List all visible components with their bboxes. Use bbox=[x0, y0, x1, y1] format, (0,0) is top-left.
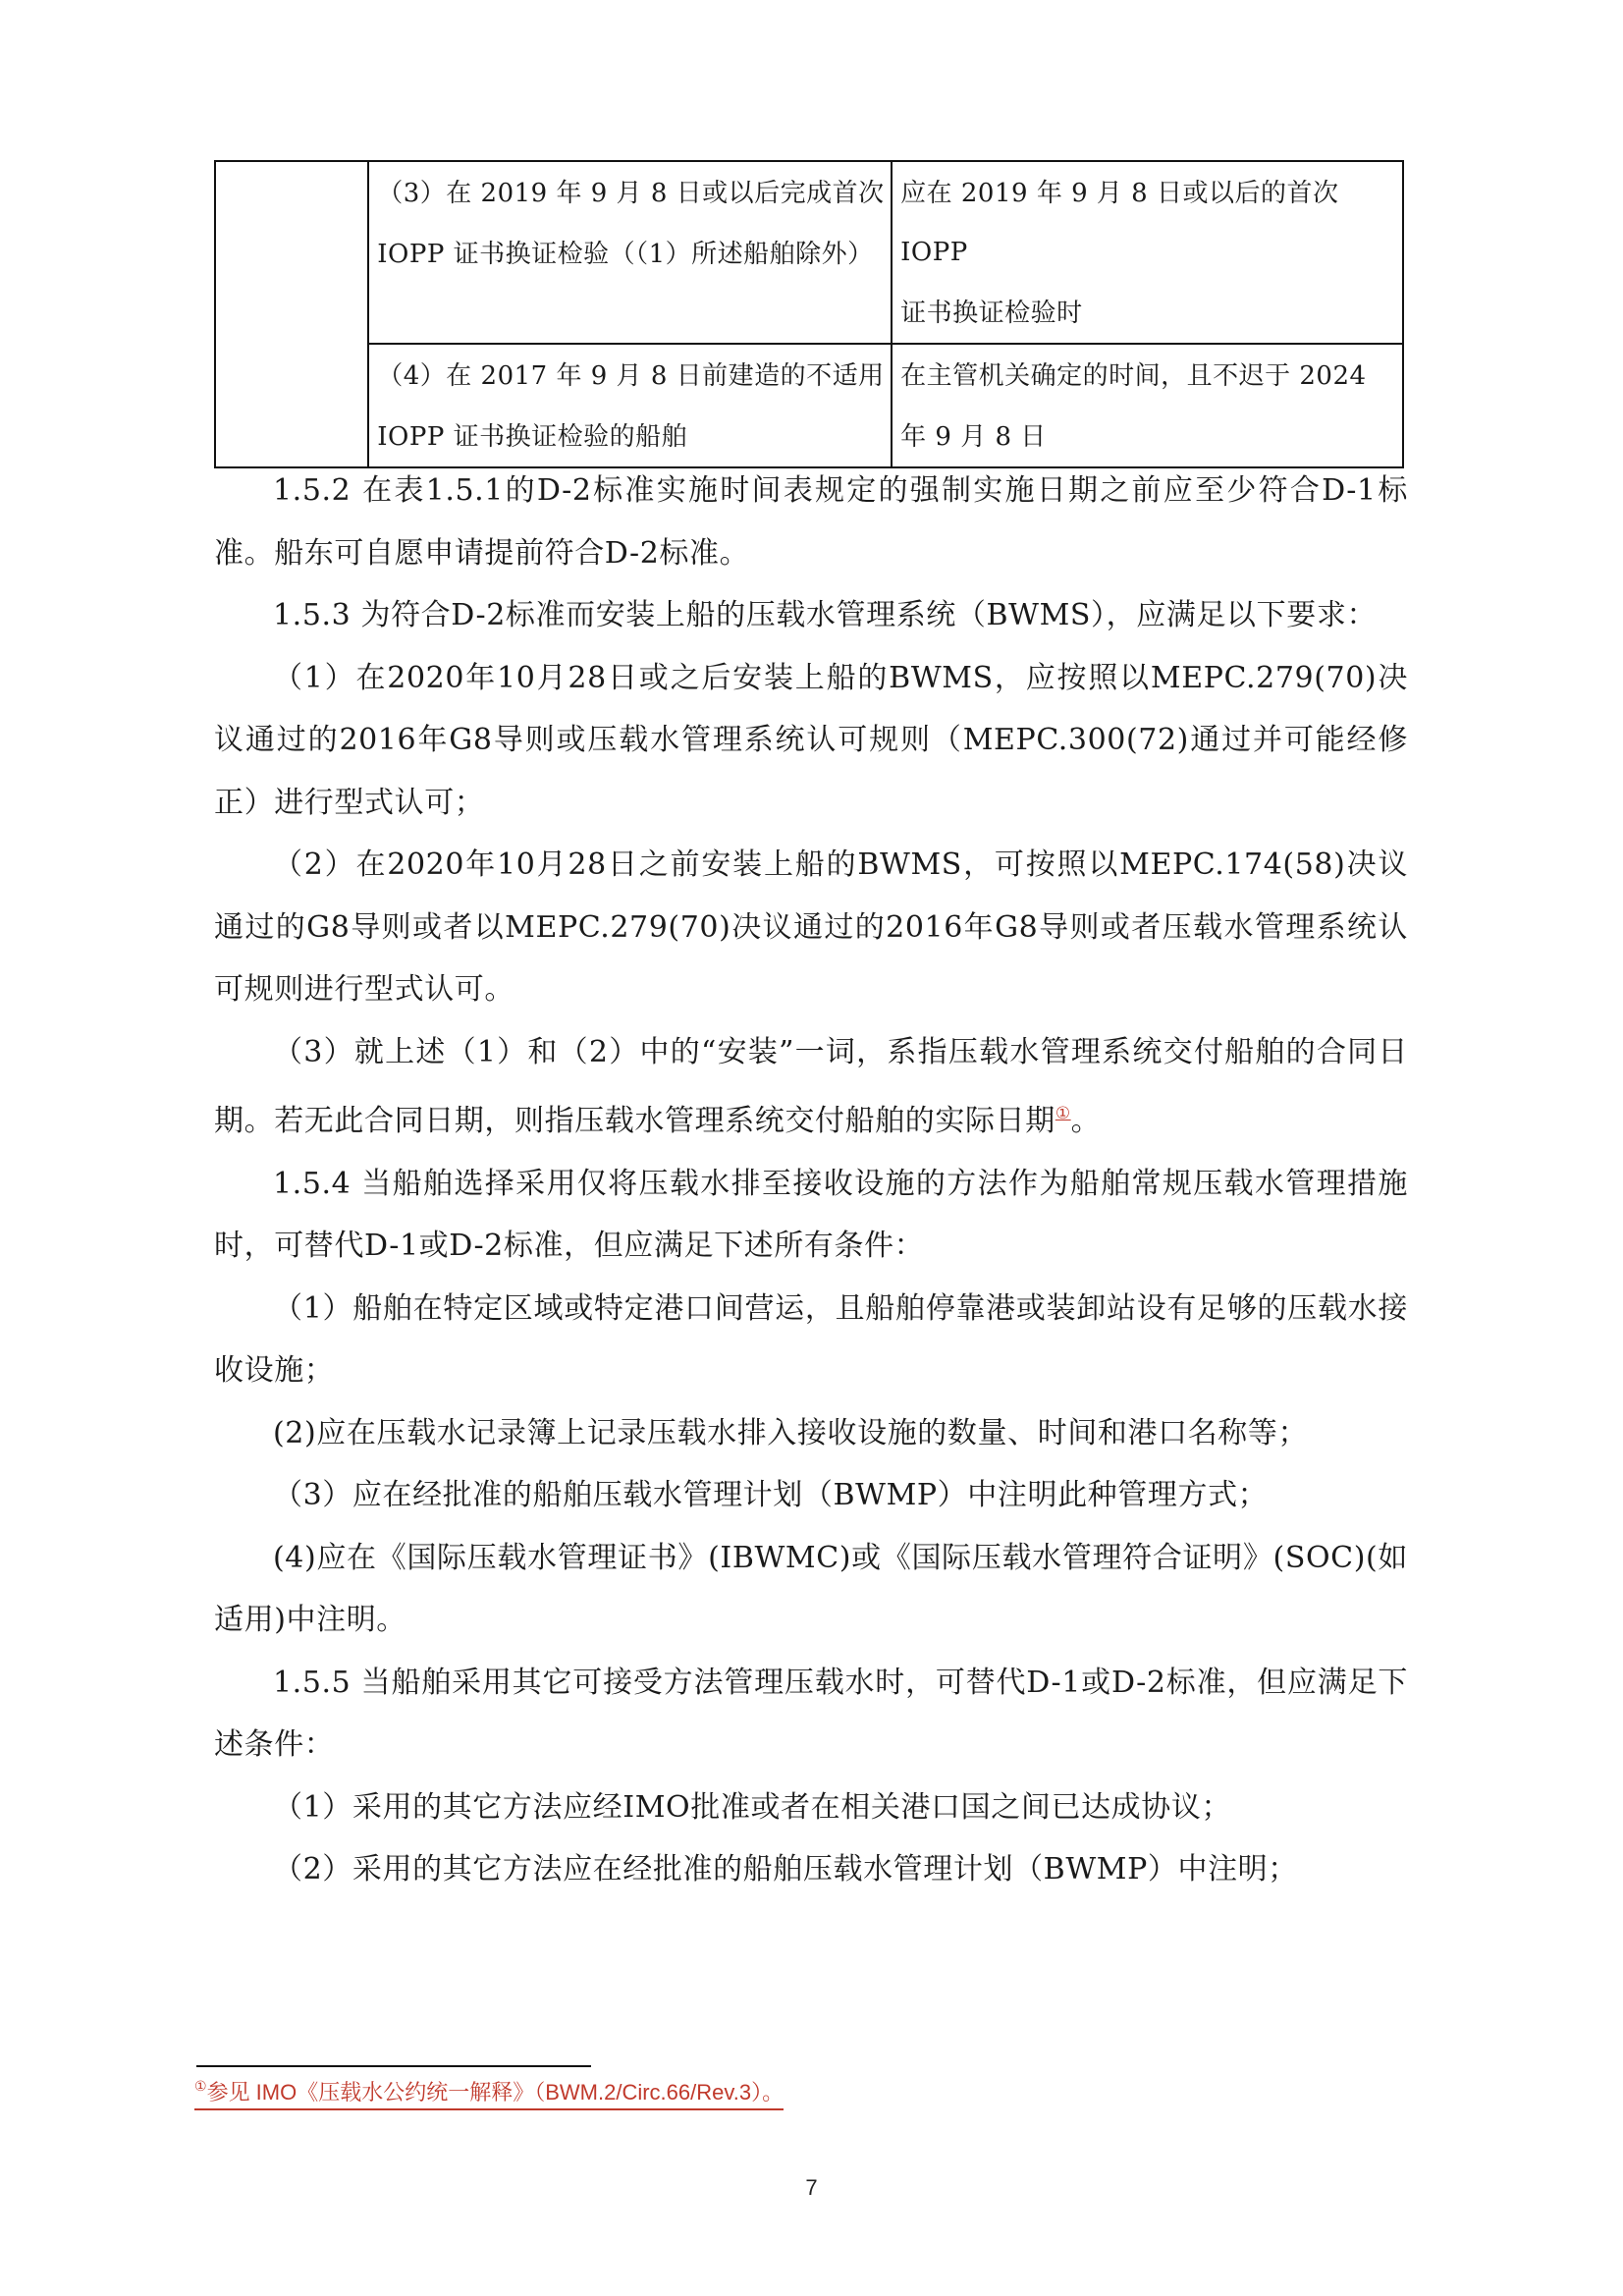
paragraph-1-5-4: 1.5.4 当船舶选择采用仅将压载水排至接收设施的方法作为船舶常规压载水管理措施时，可替代D-1或D-2标准，但应满足下述所有条件： bbox=[214, 1166, 1408, 1263]
cell-line: 年 9 月 8 日 bbox=[900, 422, 1047, 452]
paragraph-1-5-4-item-4: (4)应在《国际压载水管理证书》(IBWMC)或《国际压载水管理符合证明》(SOC)(如适用)中注明。 bbox=[214, 1540, 1408, 1637]
footnote-reference[interactable]: ① bbox=[1055, 1104, 1071, 1123]
paragraph-1-5-3: 1.5.3 为符合D-2标准而安装上船的压载水管理系统（BWMS），应满足以下要求： bbox=[273, 598, 1378, 632]
paragraph-1-5-5-item-1: （1）采用的其它方法应经IMO批准或者在相关港口国之间已达成协议； bbox=[273, 1789, 1232, 1825]
paragraph-1-5-2: 1.5.2 在表1.5.1的D-2标准实施时间表规定的强制实施日期之前应至少符合D-1标准。船东可自愿申请提前符合D-2标准。 bbox=[214, 473, 1408, 571]
footnote-text: 参见 IMO《压载水公约统一解释》（BWM.2/Circ.66/Rev.3）。 bbox=[206, 2080, 784, 2105]
table-cell-deadline bbox=[892, 344, 1403, 467]
paragraph-1-5-5: 1.5.5 当船舶采用其它可接受方法管理压载水时，可替代D-1或D-2标准，但应满足下述条件： bbox=[214, 1665, 1408, 1762]
cell-line: 证书换证检验时 bbox=[900, 299, 1083, 328]
cell-line: 应在 2019 年 9 月 8 日或以后的首次 IOPP bbox=[900, 179, 1348, 267]
table-row bbox=[215, 344, 1403, 467]
cell-line: 在主管机关确定的时间，且不迟于 2024 bbox=[900, 361, 1367, 391]
paragraph-1-5-3-item-2: （2）在2020年10月28日之前安装上船的BWMS，可按照以MEPC.174(58)决议通过的G8导则或者以MEPC.279(70)决议通过的2016年G8导则或者压载水管理系统认可规则进行型式认可。 bbox=[214, 847, 1408, 1007]
paragraph-1-5-4-item-1: （1）船舶在特定区域或特定港口间营运，且船舶停靠港或装卸站设有足够的压载水接收设施； bbox=[214, 1290, 1408, 1388]
page-number: 7 bbox=[805, 2175, 818, 2200]
paragraph-end: 。 bbox=[1070, 1104, 1102, 1138]
table-cell-condition bbox=[368, 344, 892, 467]
paragraph-1-5-3-item-1: （1）在2020年10月28日或之后安装上船的BWMS，应按照以MEPC.279(70)决议通过的2016年G8导则或压载水管理系统认可规则（MEPC.300(72)通过并可能经修正）进行型式认可； bbox=[214, 660, 1408, 820]
paragraph-text: （3）就上述（1）和（2）中的“安装”一词，系指压载水管理系统交付船舶的合同日期。若无此合同日期，则指压载水管理系统交付船舶的实际日期 bbox=[214, 1034, 1408, 1138]
paragraph-1-5-4-item-2: (2)应在压载水记录簿上记录压载水排入接收设施的数量、时间和港口名称等； bbox=[273, 1415, 1309, 1450]
cell-line: IOPP 证书换证检验的船舶 bbox=[377, 422, 688, 452]
cell-line: （3）在 2019 年 9 月 8 日或以后完成首次 bbox=[377, 179, 885, 208]
footnote[interactable] bbox=[194, 2076, 784, 2110]
implementation-table bbox=[214, 160, 1404, 468]
table-blank-cell bbox=[215, 161, 368, 467]
paragraph-1-5-3-item-3 bbox=[214, 1021, 1408, 1153]
footnote-divider bbox=[196, 2065, 591, 2067]
paragraph-1-5-4-item-3: （3）应在经批准的船舶压载水管理计划（BWMP）中注明此种管理方式； bbox=[273, 1478, 1269, 1512]
paragraph-1-5-5-item-2: （2）采用的其它方法应在经批准的船舶压载水管理计划（BWMP）中注明； bbox=[273, 1852, 1298, 1886]
table-cell-condition bbox=[368, 161, 892, 344]
table-cell-deadline bbox=[892, 161, 1403, 344]
table-row bbox=[215, 161, 1403, 344]
body-text bbox=[214, 460, 1408, 1901]
cell-line: IOPP 证书换证检验（（1）所述船舶除外） bbox=[377, 240, 874, 269]
cell-line: （4）在 2017 年 9 月 8 日前建造的不适用 bbox=[377, 361, 885, 391]
footnote-mark: ① bbox=[194, 2078, 207, 2094]
